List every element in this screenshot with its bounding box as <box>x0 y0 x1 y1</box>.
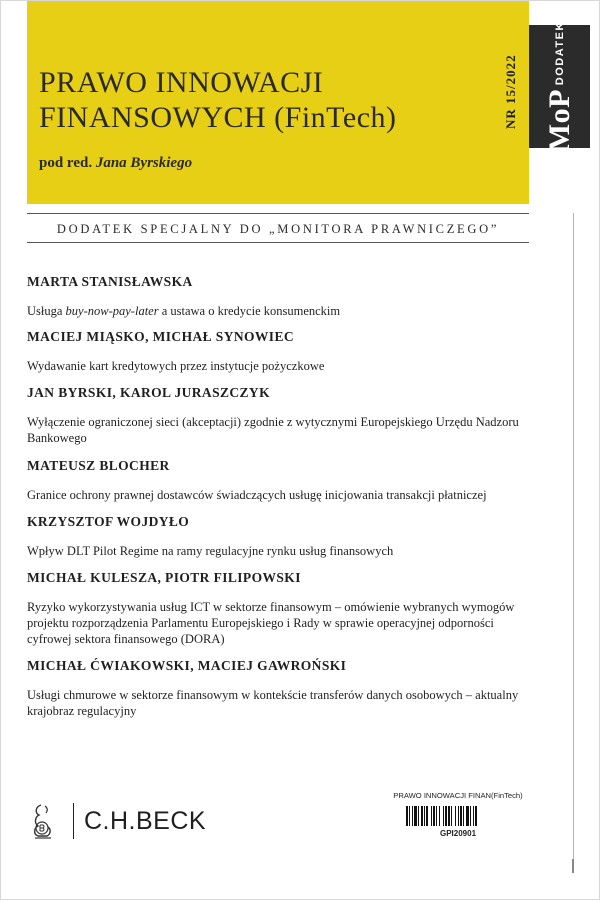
article-item <box>27 274 537 319</box>
barcode-code: GPI20901 <box>439 829 477 838</box>
editor-line <box>39 155 192 172</box>
article-item <box>27 570 537 647</box>
article-title: Ryzyko wykorzystywania usług ICT w sektorze finansowym – omówienie wybranych wymogów projektu rozporządzenia Parlamentu Europejskiego i Rady w sprawie operacyjnej odporności cyfrowej sektora finansowego (DORA) <box>27 600 515 646</box>
cover-title <box>39 65 397 135</box>
article-title: Wyłączenie ograniczonej sieci (akceptacji) zgodnie z wytycznymi Europejskiego Urzędu Nadzoru Bankowego <box>27 415 519 445</box>
article-item <box>27 329 537 374</box>
article-author: KRZYSZTOF WOJDYŁO <box>27 514 190 529</box>
article-title: Wydawanie kart kredytowych przez instytucje pożyczkowe <box>27 359 325 373</box>
mop-badge-subtitle: DODATEK <box>553 20 566 85</box>
article-author: MATEUSZ BLOCHER <box>27 458 170 473</box>
editor-prefix: pod red. <box>39 155 93 171</box>
cover-title-line2: FINANSOWYCH (FinTech) <box>39 101 397 134</box>
editor-name: Jana Byrskiego <box>95 155 193 171</box>
article-author: MICHAŁ ĆWIAKOWSKI, MACIEJ GAWROŃSKI <box>27 658 347 673</box>
issue-number: NR 15/2022 <box>503 54 518 130</box>
article-author: MACIEJ MIĄSKO, MICHAŁ SYNOWIEC <box>27 329 295 344</box>
right-margin-rule <box>573 213 574 871</box>
article-title: Usługa buy-now-pay-later a ustawa o kredycie konsumenckim <box>27 304 341 318</box>
article-item <box>27 385 537 446</box>
barcode-label: PRAWO INNOWACJI FINAN(FinTech) <box>393 791 523 800</box>
publisher-logo <box>29 801 206 841</box>
mop-logo: MoP <box>542 88 576 153</box>
right-margin-tick <box>572 859 574 873</box>
article-author: MICHAŁ KULESZA, PIOTR FILIPOWSKI <box>27 570 301 585</box>
top-divider <box>27 213 529 214</box>
publisher-separator <box>73 803 74 839</box>
barcode-block <box>387 791 529 838</box>
title-banner <box>27 1 529 204</box>
mop-badge <box>529 20 590 153</box>
cover-title-line1: PRAWO INNOWACJI <box>39 66 324 99</box>
beck-emblem-icon <box>29 801 59 841</box>
article-title: Granice ochrony prawnej dostawców świadczących usługę inicjowania transakcji płatniczej <box>27 488 487 502</box>
subtitle-divider <box>27 242 529 243</box>
article-title: Wpływ DLT Pilot Regime na ramy regulacyjne rynku usług finansowych <box>27 544 394 558</box>
barcode-icon <box>406 806 510 826</box>
article-author: MARTA STANISŁAWSKA <box>27 274 193 289</box>
article-item <box>27 458 537 503</box>
article-title: Usługi chmurowe w sektorze finansowym w kontekście transferów danych osobowych – aktualny krajobraz regulacyjny <box>27 688 519 718</box>
article-item <box>27 514 537 559</box>
article-item <box>27 658 537 719</box>
publisher-name: C.H.BECK <box>84 806 207 835</box>
article-author: JAN BYRSKI, KAROL JURASZCZYK <box>27 385 270 400</box>
cover-subtitle: DODATEK SPECJALNY DO „MONITORA PRAWNICZEGO” <box>56 222 500 236</box>
